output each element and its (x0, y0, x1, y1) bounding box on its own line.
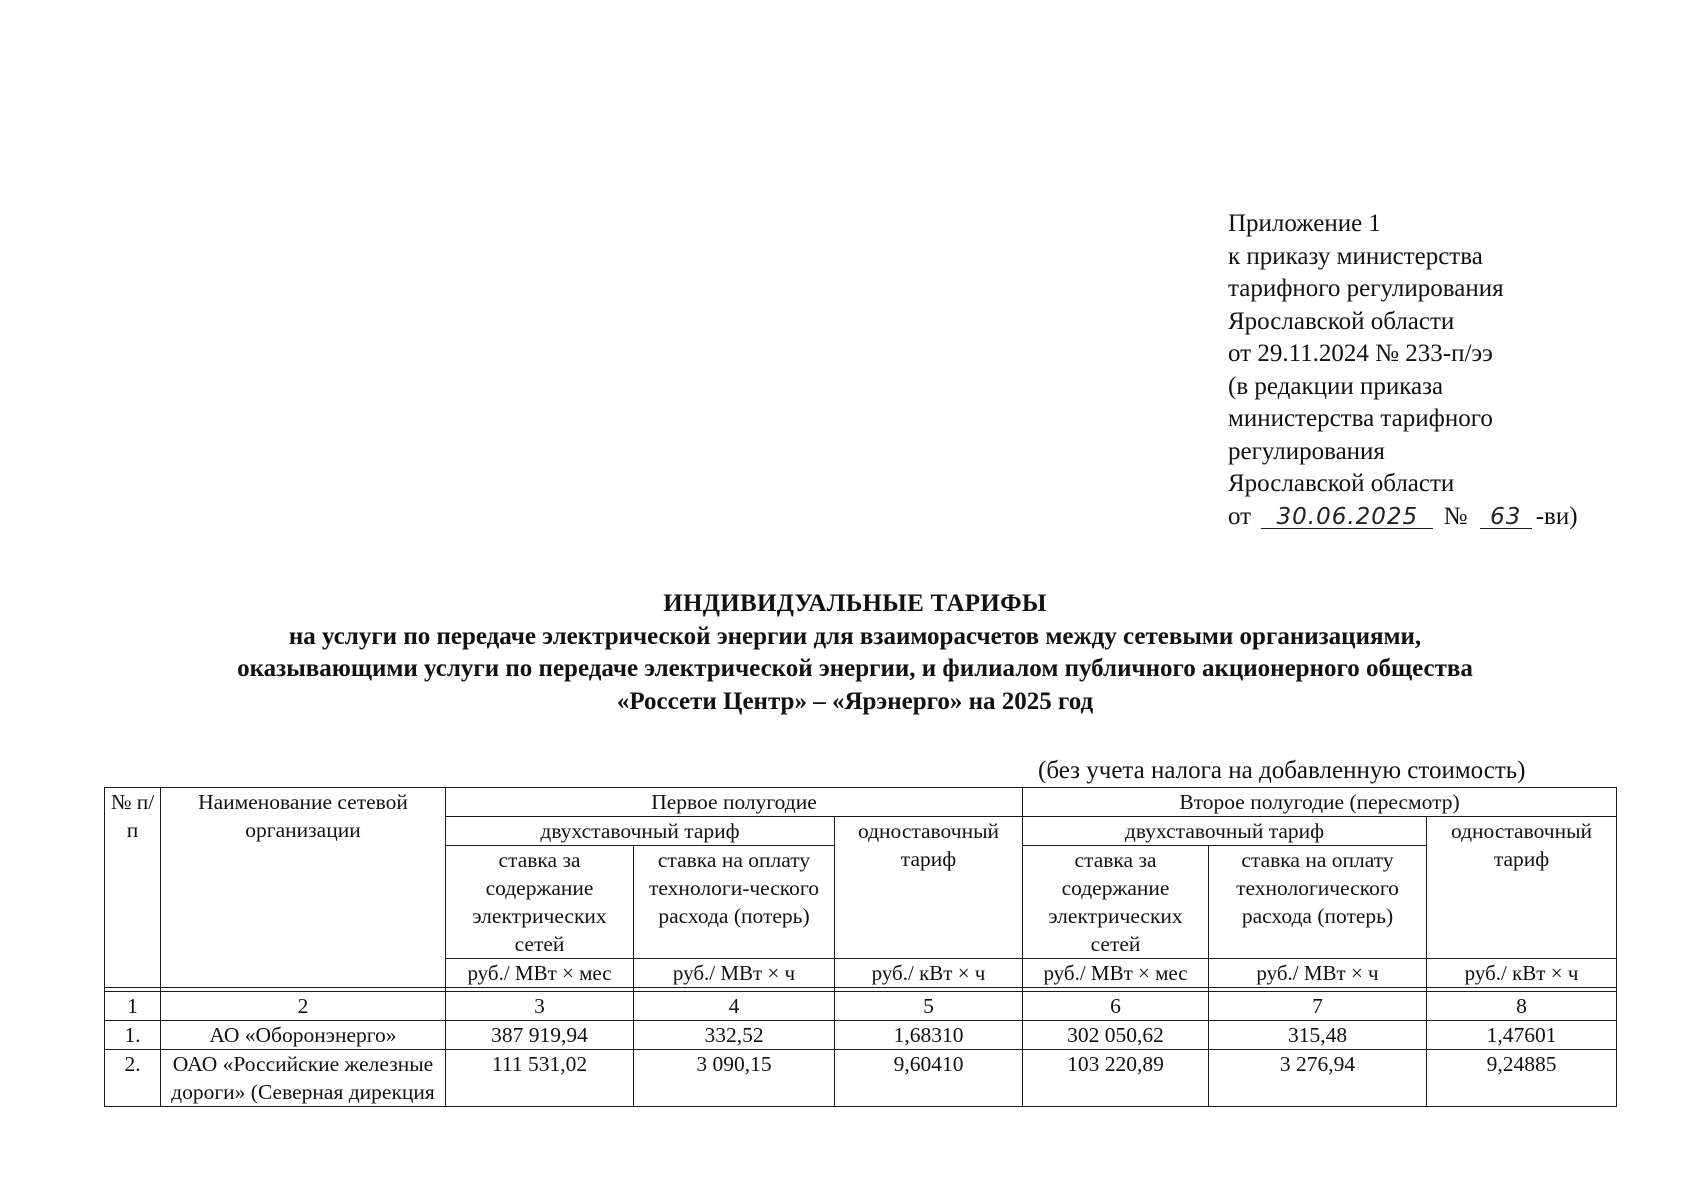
header-h2-maint: ставка за содержание электрических сетей (1023, 846, 1209, 959)
header-row (105, 788, 1617, 817)
column-number: 2 (161, 992, 446, 1021)
column-number: 7 (1209, 992, 1427, 1021)
appendix-line: к приказу министерства (1228, 242, 1483, 270)
appendix-line: Ярославской области (1228, 307, 1455, 335)
unit-cell: руб./ МВт × мес (446, 959, 634, 988)
value-cell: 387 919,94 (446, 1021, 634, 1050)
value-cell: 315,48 (1209, 1021, 1427, 1050)
header-two-rate-h2: двухставочный тариф (1023, 817, 1427, 846)
appendix-line: Приложение 1 (1228, 210, 1381, 237)
column-number: 4 (634, 992, 835, 1021)
unit-cell: руб./ кВт × ч (835, 959, 1023, 988)
column-number: 8 (1427, 992, 1617, 1021)
unit-cell: руб./ МВт × ч (634, 959, 835, 988)
title-subtitle-line: оказывающими услуги по передаче электрической энергии, и филиалом публичного акционерного общества (237, 655, 1473, 682)
title-subtitle-line: на услуги по передаче электрической энергии для взаиморасчетов между сетевыми организациями, (288, 622, 1422, 650)
column-number: 3 (446, 992, 634, 1021)
value-cell: 302 050,62 (1023, 1021, 1209, 1050)
header-num: № п/п (105, 788, 161, 988)
appendix-line: тарифного регулирования (1228, 275, 1504, 302)
appendix-block (1228, 208, 1578, 533)
row-number: 1. (105, 1021, 161, 1050)
value-cell: 9,60410 (835, 1050, 1023, 1107)
handwritten-date: 30.06.2025 (1261, 506, 1433, 529)
value-cell: 103 220,89 (1023, 1050, 1209, 1107)
column-number: 5 (835, 992, 1023, 1021)
document-title (0, 588, 1697, 718)
header-two-rate-h1: двухставочный тариф (446, 817, 835, 846)
value-cell: 332,52 (634, 1021, 835, 1050)
header-one-rate-h1: одноставочный тариф (835, 817, 1023, 959)
appendix-line: министерства тарифного (1228, 405, 1493, 432)
header-half2: Второе полугодие (пересмотр) (1023, 788, 1617, 817)
value-cell: 9,24885 (1427, 1050, 1617, 1107)
appendix-line: регулирования (1228, 437, 1385, 465)
header-h1-loss: ставка на оплату технологи-ческого расхода (потерь) (634, 846, 835, 959)
handwritten-number: 63 (1480, 506, 1532, 529)
column-number: 1 (105, 992, 161, 1021)
table-row (105, 1021, 1617, 1050)
appendix-last-line (1228, 501, 1578, 534)
table-row (105, 1050, 1617, 1107)
vat-note: (без учета налога на добавленную стоимость) (1038, 757, 1526, 784)
tariffs-table (104, 787, 1617, 1107)
appendix-line: от 29.11.2024 № 233-п/ээ (1228, 340, 1493, 367)
value-cell: 1,47601 (1427, 1021, 1617, 1050)
header-h2-loss: ставка на оплату технологического расхода (потерь) (1209, 846, 1427, 959)
title-main: ИНДИВИДУАЛЬНЫЕ ТАРИФЫ (663, 590, 1047, 617)
header-h1-maint: ставка за содержание электрических сетей (446, 846, 634, 959)
organization-name: ОАО «Российские железные дороги» (Северная дирекция (161, 1050, 446, 1107)
header-half1: Первое полугодие (446, 788, 1023, 817)
column-number-row (105, 992, 1617, 1021)
value-cell: 3 090,15 (634, 1050, 835, 1107)
unit-cell: руб./ МВт × мес (1023, 959, 1209, 988)
column-number: 6 (1023, 992, 1209, 1021)
unit-cell: руб./ МВт × ч (1209, 959, 1427, 988)
appendix-last-prefix: от (1228, 502, 1252, 530)
value-cell: 3 276,94 (1209, 1050, 1427, 1107)
organization-name: АО «Оборонэнерго» (161, 1021, 446, 1050)
value-cell: 1,68310 (835, 1021, 1023, 1050)
appendix-line: Ярославской области (1228, 470, 1455, 497)
header-one-rate-h2: одноставочный тариф (1427, 817, 1617, 959)
header-org: Наименование сетевой организации (161, 788, 446, 988)
number-sign: № (1443, 502, 1468, 530)
unit-cell: руб./ кВт × ч (1427, 959, 1617, 988)
row-number: 2. (105, 1050, 161, 1107)
appendix-last-suffix: -ви) (1535, 502, 1578, 530)
appendix-line: (в редакции приказа (1228, 372, 1444, 400)
title-subtitle-line: «Россети Центр» – «Ярэнерго» на 2025 год (616, 687, 1094, 715)
value-cell: 111 531,02 (446, 1050, 634, 1107)
